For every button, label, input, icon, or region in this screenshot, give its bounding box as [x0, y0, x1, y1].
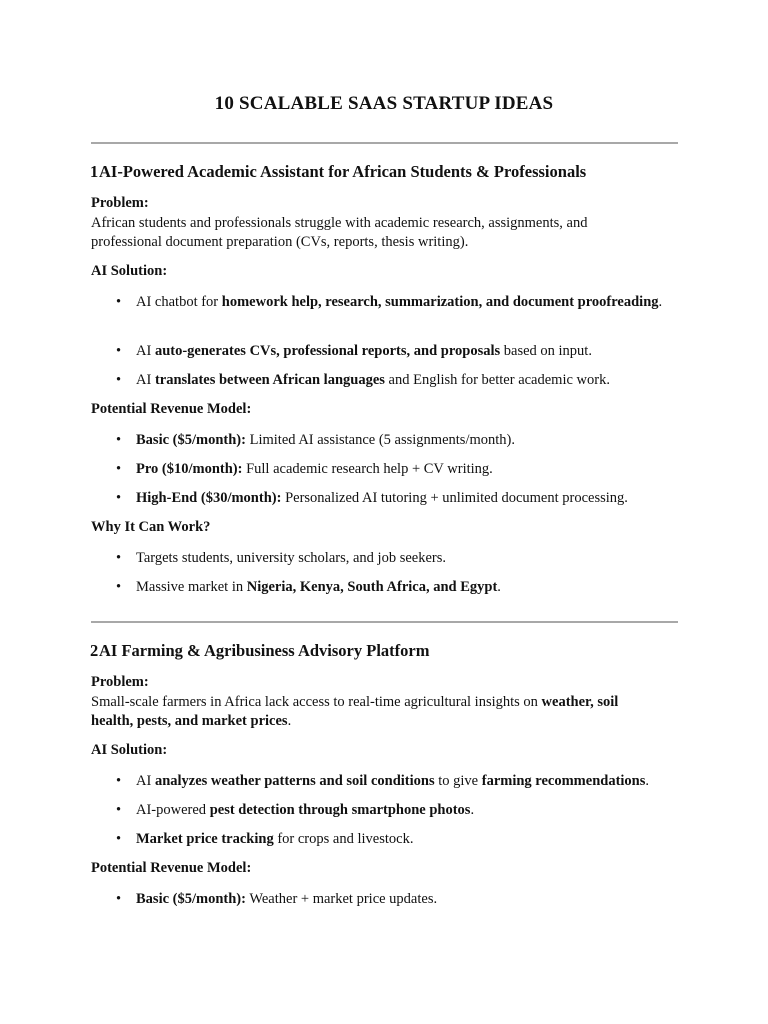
problem-text: African students and professionals struggle with academic research, assignments, and professional document preparation (CVs, reports, thesis writing). [91, 215, 588, 250]
problem-label: Problem: [91, 674, 149, 690]
revenue-label: Potential Revenue Model: [91, 860, 252, 876]
section-heading: 1AI-Powered Academic Assistant for African Students & Professionals [90, 162, 587, 181]
section-number-glyph: 2 [90, 641, 99, 660]
revenue-label: Potential Revenue Model: [91, 401, 252, 417]
section-number-glyph: 1 [90, 162, 99, 181]
bullet-icon: • [116, 773, 122, 789]
bullet-icon: • [116, 372, 122, 388]
problem-label: Problem: [91, 195, 149, 211]
section-heading: 2AI Farming & Agribusiness Advisory Platform [90, 641, 430, 660]
solution-label: AI Solution: [91, 263, 168, 279]
bullet-icon: • [116, 550, 122, 566]
solution-label: AI Solution: [91, 742, 168, 758]
bullet-icon: • [116, 343, 122, 359]
divider [91, 621, 678, 623]
problem-text: Small-scale farmers in Africa lack access to real-time agricultural insights on weather, soil health, pests, and market prices. [91, 694, 619, 729]
bullet-icon: • [116, 891, 122, 907]
bullet-icon: • [116, 432, 122, 448]
divider [91, 142, 678, 144]
bullet-icon: • [116, 490, 122, 506]
bullet-icon: • [116, 831, 122, 847]
document-page: 10 SCALABLE SAAS STARTUP IDEAS 1AI-Powered Academic Assistant for African Students & Professionals Problem: African students and professionals struggle with academic research, assignments, and professional document preparation (CVs, reports, thesis writing). AI Solution: • AI chatbot for homework help, research, summarization, and document proofreading. • AI auto-generates CVs, professional reports, and proposals based on input. • AI translates between African languages and English for better academic work. Potential Revenue Model: • Basic ($5/month): Limited AI assistance (5 assignments/month). • Pro ($10/month): Full academic research help + CV writing. • High-End ($30/month): Personalized AI tutoring + unlimited document processing. Why It Can Work? • Targets students, university scholars, and job seekers. • Massive market in Nigeria, Kenya, South Africa, and Egypt. 2AI Farming & Agribusiness Advisory Platform Problem: Small-scale farmers in Africa lack access to real-time agricultural insights on weather, soil health, pests, and market prices. AI Solution: • AI analyzes weather patterns and soil conditions to give farming recommendations. • AI-powered pest detection through smartphone photos. • Market price tracking for crops and livestock. Potential Revenue Model: • Basic ($5/month): Weather + market price updates. [0, 0, 768, 1024]
why-label: Why It Can Work? [91, 519, 211, 535]
document-title: 10 SCALABLE SAAS STARTUP IDEAS [214, 93, 554, 114]
bullet-icon: • [116, 294, 122, 310]
bullet-icon: • [116, 802, 122, 818]
bullet-icon: • [116, 461, 122, 477]
bullet-icon: • [116, 579, 122, 595]
